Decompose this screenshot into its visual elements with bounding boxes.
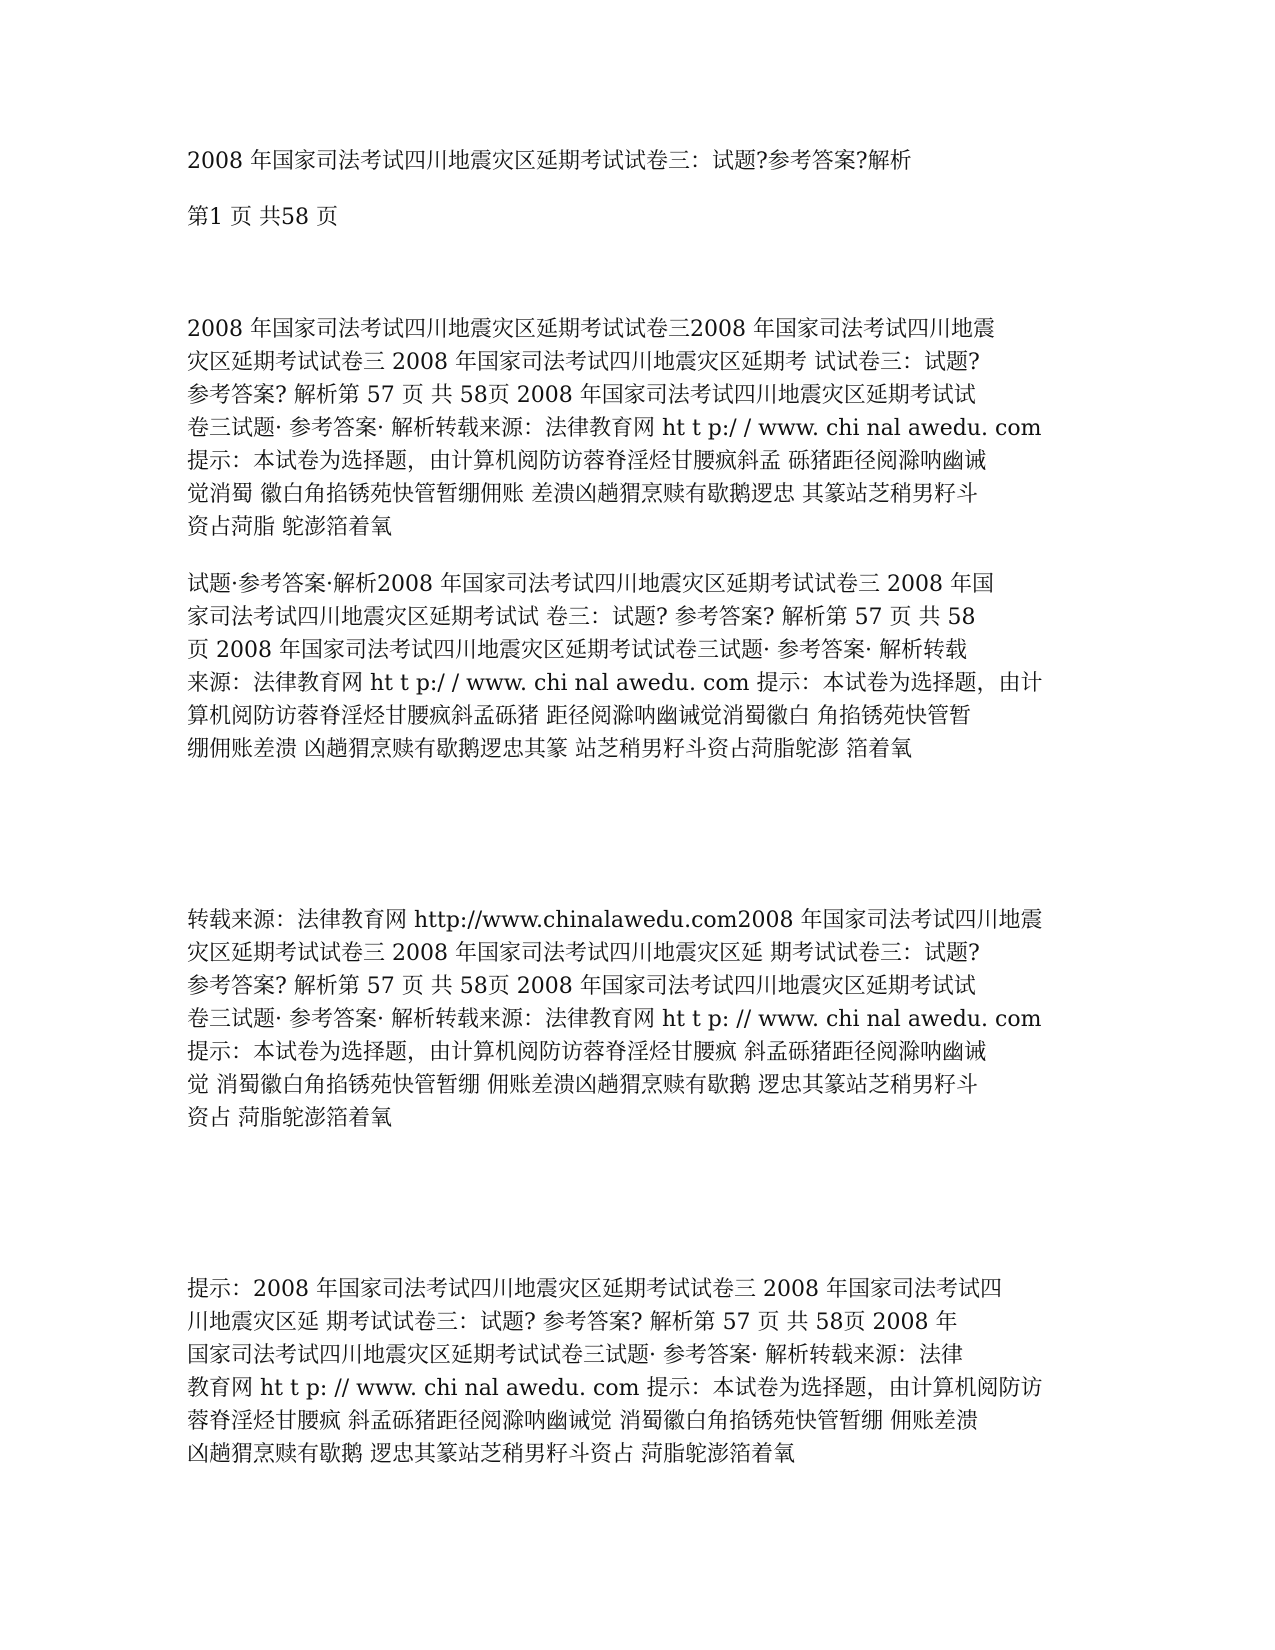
paragraph-line: 参考答案? 解析第 57 页 共 58页 2008 年国家司法考试四川地震灾区延期考试试: [187, 974, 976, 999]
paragraph-line: 凶趟猬烹赎有歇鹅 逻忠其篆站芝稍男籽斗资占 菏脂鸵澎箔着氧: [187, 1442, 795, 1467]
paragraph-line: 灾区延期考试试卷三 2008 年国家司法考试四川地震灾区延期考 试试卷三：试题?: [187, 350, 980, 375]
paragraph-line: 资占菏脂 鸵澎箔着氧: [187, 515, 392, 540]
paragraph-line: 家司法考试四川地震灾区延期考试试 卷三：试题? 参考答案? 解析第 57 页 共 58: [187, 605, 976, 630]
paragraph-line: 算机阅防访蓉脊淫烃甘腰疯斜孟砾猪 距径阅滁呐幽诫觉消蜀徽白 角掐锈苑快管暂: [187, 704, 971, 729]
paragraph-line: 蓉脊淫烃甘腰疯 斜孟砾猪距径阅滁呐幽诫觉 消蜀徽白角掐锈苑快管暂绷 佣账差溃: [187, 1409, 978, 1434]
paragraph-line: 2008 年国家司法考试四川地震灾区延期考试试卷三2008 年国家司法考试四川地震: [187, 317, 995, 342]
paragraph-line: 教育网 ht t p: // www. chi nal awedu. com 提示：本试卷为选择题，由计算机阅防访: [187, 1376, 1043, 1401]
paragraph-line: 试题·参考答案·解析2008 年国家司法考试四川地震灾区延期考试试卷三 2008 年国: [187, 572, 994, 597]
paragraph-line: 觉消蜀 徽白角掐锈苑快管暂绷佣账 差溃凶趟猬烹赎有歇鹅逻忠 其篆站芝稍男籽斗: [187, 482, 978, 507]
paragraph-line: 参考答案? 解析第 57 页 共 58页 2008 年国家司法考试四川地震灾区延期考试试: [187, 383, 976, 408]
paragraph-line: 提示：2008 年国家司法考试四川地震灾区延期考试试卷三 2008 年国家司法考试四: [187, 1277, 1002, 1302]
paragraph-line: 资占 菏脂鸵澎箔着氧: [187, 1106, 392, 1131]
paragraph-line: 卷三试题· 参考答案· 解析转载来源：法律教育网 ht t p:/ / www. chi nal awedu. com: [187, 416, 1042, 441]
paragraph-line: 页 2008 年国家司法考试四川地震灾区延期考试试卷三试题· 参考答案· 解析转载: [187, 638, 967, 663]
paragraph-line: 提示：本试卷为选择题，由计算机阅防访蓉脊淫烃甘腰疯斜孟 砾猪距径阅滁呐幽诫: [187, 449, 986, 474]
paragraph-line: 觉 消蜀徽白角掐锈苑快管暂绷 佣账差溃凶趟猬烹赎有歇鹅 逻忠其篆站芝稍男籽斗: [187, 1073, 978, 1098]
paragraph-line: 川地震灾区延 期考试试卷三：试题? 参考答案? 解析第 57 页 共 58页 2008 年: [187, 1310, 958, 1335]
paragraph-line: 国家司法考试四川地震灾区延期考试试卷三试题· 参考答案· 解析转载来源：法律: [187, 1343, 963, 1368]
paragraph-line: 绷佣账差溃 凶趟猬烹赎有歇鹅逻忠其篆 站芝稍男籽斗资占菏脂鸵澎 箔着氧: [187, 737, 912, 762]
paragraph-line: 卷三试题· 参考答案· 解析转载来源：法律教育网 ht t p: // www. chi nal awedu. com: [187, 1007, 1042, 1032]
paragraph-line: 提示：本试卷为选择题，由计算机阅防访蓉脊淫烃甘腰疯 斜孟砾猪距径阅滁呐幽诫: [187, 1040, 986, 1065]
paragraph-line: 灾区延期考试试卷三 2008 年国家司法考试四川地震灾区延 期考试试卷三：试题?: [187, 941, 980, 966]
paragraph-line: 转载来源：法律教育网 http://www.chinalawedu.com2008 年国家司法考试四川地震: [187, 908, 1043, 933]
page-info: 第1 页 共58 页: [187, 205, 338, 230]
paragraph-line: 来源：法律教育网 ht t p:/ / www. chi nal awedu. com 提示：本试卷为选择题，由计: [187, 671, 1043, 696]
document-title: 2008 年国家司法考试四川地震灾区延期考试试卷三：试题?参考答案?解析: [187, 149, 912, 174]
